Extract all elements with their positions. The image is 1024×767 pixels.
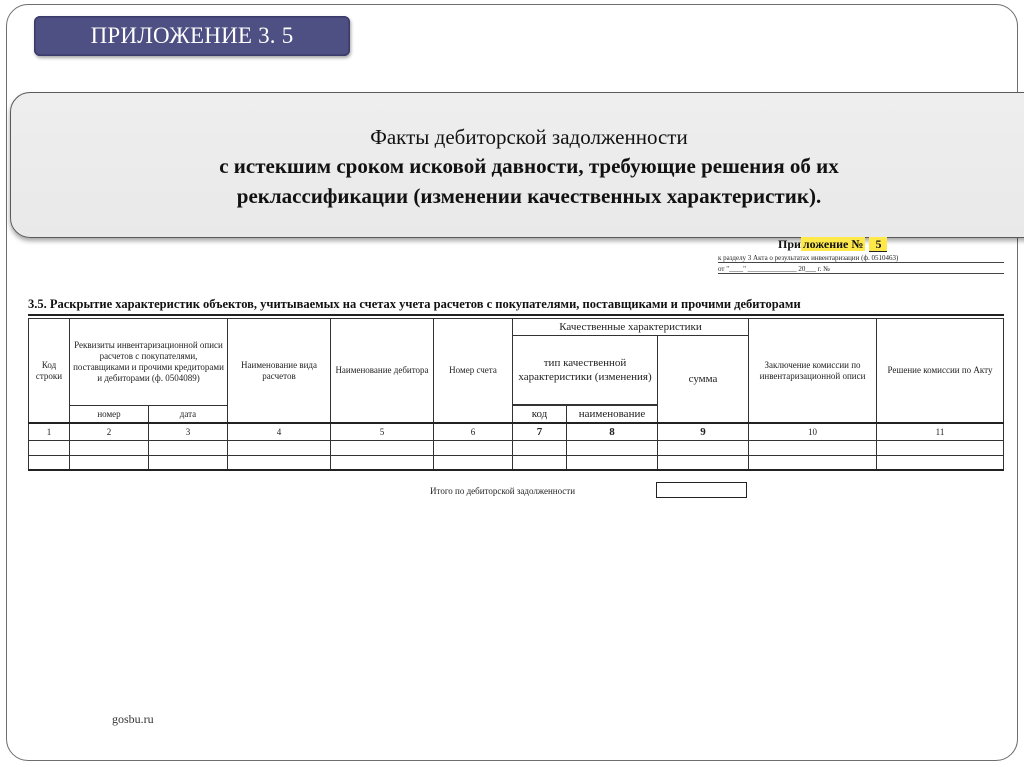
annex-badge: ПРИЛОЖЕНИЕ 3. 5 bbox=[34, 16, 350, 56]
column-number: 5 bbox=[331, 423, 434, 441]
header-requisites: Реквизиты инвентаризационной описи расчетов с покупателями, поставщиками и прочими кредиторами и дебиторами (ф. 0504089) bbox=[70, 319, 228, 406]
column-number: 2 bbox=[70, 423, 149, 441]
header-sum: сумма bbox=[658, 336, 749, 424]
total-label: Итого по дебиторской задолженности bbox=[430, 486, 576, 496]
form-annex-date: от "____" ______________ 20___ г. № bbox=[718, 265, 1004, 274]
header-number: номер bbox=[70, 406, 149, 424]
header-commission-decision: Решение комиссии по Акту bbox=[877, 319, 1004, 424]
form-annex-number: 5 bbox=[869, 237, 887, 252]
debt-characteristics-table bbox=[28, 318, 1004, 471]
headline-line-1: Факты дебиторской задолженности bbox=[370, 125, 688, 149]
form-annex-label: ложение № bbox=[802, 237, 864, 251]
column-number: 4 bbox=[228, 423, 331, 441]
column-number: 10 bbox=[749, 423, 877, 441]
form-annex-subtitle: к разделу 3 Акта о результатах инвентаризации (ф. 0510463) bbox=[718, 254, 1004, 263]
header-quality-type: тип качественной характеристики (изменения) bbox=[513, 336, 658, 405]
source-footer: gosbu.ru bbox=[112, 712, 154, 726]
column-number: 3 bbox=[149, 423, 228, 441]
column-number: 9 bbox=[658, 423, 749, 441]
table-row bbox=[29, 441, 1004, 456]
total-sum-box bbox=[656, 482, 747, 498]
form-annex-title bbox=[778, 237, 887, 252]
column-number: 11 bbox=[877, 423, 1004, 441]
header-code: Код строки bbox=[29, 319, 70, 424]
header-quality-name: наименование bbox=[567, 406, 658, 424]
header-account-number: Номер счета bbox=[434, 319, 513, 424]
header-quality: Качественные характеристики bbox=[513, 319, 749, 336]
header-commission-conclusion: Заключение комиссии по инвентаризационной описи bbox=[749, 319, 877, 424]
header-date: дата bbox=[149, 406, 228, 424]
headline-line-2: с истекшим сроком исковой давности, требующие решения об их bbox=[219, 154, 839, 178]
headline-line-3: реклассификации (изменении качественных характеристик). bbox=[236, 184, 822, 208]
column-number: 8 bbox=[567, 423, 658, 441]
column-number: 1 bbox=[29, 423, 70, 441]
column-number: 6 bbox=[434, 423, 513, 441]
section-divider bbox=[28, 314, 1004, 316]
table-row bbox=[29, 456, 1004, 471]
headline-box bbox=[10, 92, 1024, 238]
column-number: 7 bbox=[513, 423, 567, 441]
header-quality-code: код bbox=[513, 406, 567, 424]
form-section-title: 3.5. Раскрытие характеристик объектов, учитываемых на счетах учета расчетов с покупателями, поставщиками и прочими дебиторами bbox=[28, 297, 801, 311]
form-annex-prefix: При bbox=[778, 237, 801, 251]
header-settlement-type: Наименование вида расчетов bbox=[228, 319, 331, 424]
header-debtor-name: Наименование дебитора bbox=[331, 319, 434, 424]
